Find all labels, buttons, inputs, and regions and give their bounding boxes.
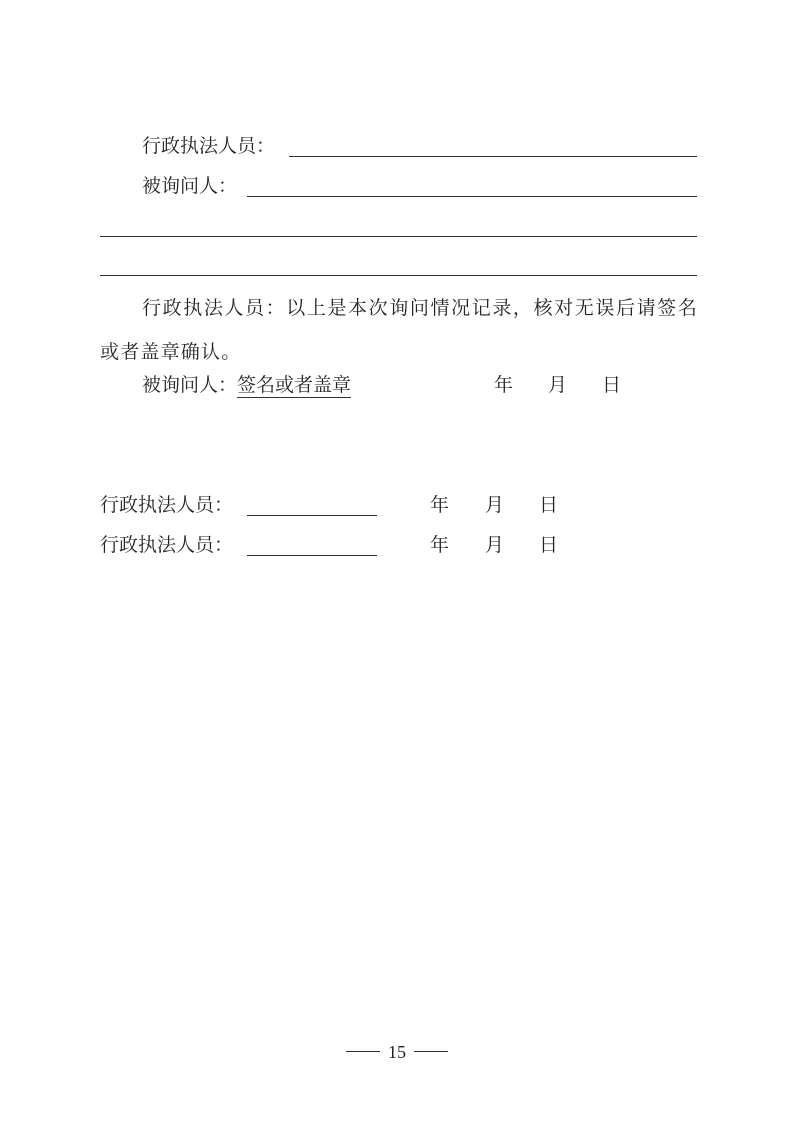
blank-record-line[interactable]: [100, 275, 697, 276]
interviewee-answer-line[interactable]: [247, 196, 697, 197]
officer-signature-label: 行政执法人员：: [100, 494, 234, 516]
confirmation-interviewee-label: 被询问人：: [142, 374, 238, 396]
officer-signature-label: 行政执法人员：: [100, 534, 234, 556]
officer-answer-line[interactable]: [289, 156, 697, 157]
officer-signature-year: 年: [430, 534, 450, 556]
footer-dash: [346, 1051, 380, 1052]
officer-signature-year: 年: [430, 494, 450, 516]
confirmation-month: 月: [548, 374, 568, 396]
page-number: 15: [388, 1042, 406, 1062]
confirmation-year: 年: [494, 374, 514, 396]
confirmation-statement: 行政执法人员：以上是本次询问情况记录，核对无误后请签名或者盖章确认。: [100, 297, 698, 363]
footer-dash: [414, 1051, 448, 1052]
confirmation-day: 日: [602, 374, 622, 396]
officer-signature-day: 日: [539, 534, 559, 556]
officer-label: 行政执法人员：: [142, 135, 276, 157]
confirmation-interviewee-row: [142, 373, 351, 397]
officer-signature-line[interactable]: [247, 515, 377, 516]
officer-signature-month: 月: [485, 494, 505, 516]
signature-hint[interactable]: 签名或者盖章: [237, 374, 352, 396]
interviewee-label: 被询问人：: [142, 175, 238, 197]
officer-signature-line[interactable]: [247, 555, 377, 556]
page-footer: [0, 1042, 794, 1063]
officer-signature-month: 月: [485, 534, 505, 556]
officer-signature-day: 日: [539, 494, 559, 516]
blank-record-line[interactable]: [100, 236, 697, 237]
